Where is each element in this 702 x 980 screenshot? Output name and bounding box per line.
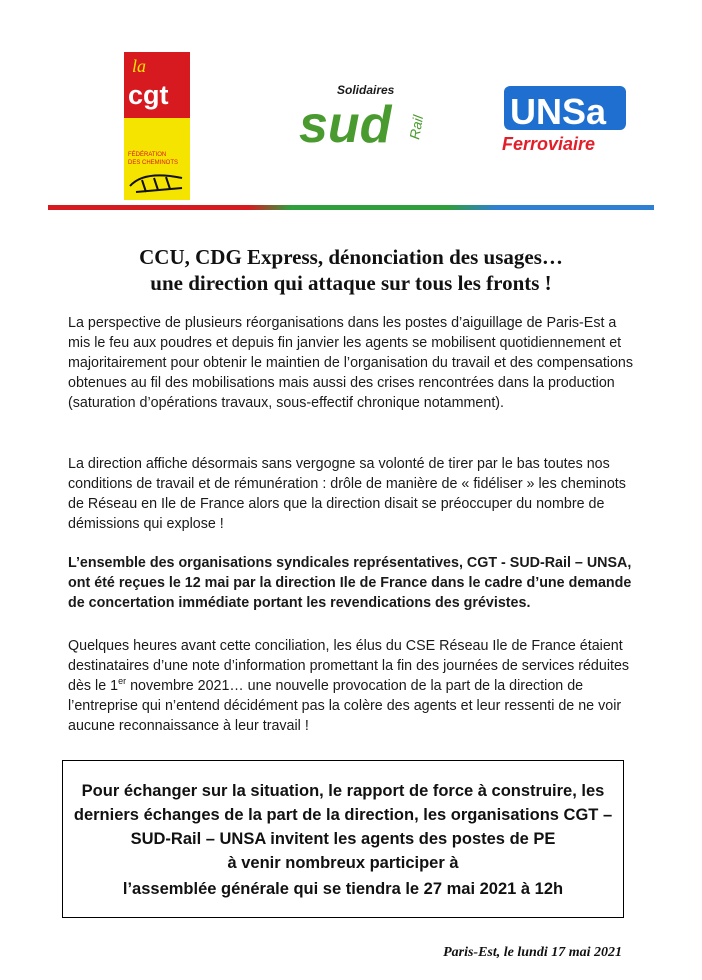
paragraph-4-sup: er xyxy=(118,676,127,687)
callout-line-3: SUD-Rail – UNSA invitent les agents des postes de PE xyxy=(130,830,556,848)
unsa-ferroviaire-logo xyxy=(500,84,630,156)
cgt-main-text: cgt xyxy=(128,80,169,110)
sud-rail-logo xyxy=(297,80,435,154)
cgt-la-text: la xyxy=(132,56,147,76)
signature: Paris-Est, le lundi 17 mai 2021 xyxy=(443,945,622,960)
title-line-2: une direction qui attaque sur tous les fronts ! xyxy=(150,271,552,295)
paragraph-2: La direction affiche désormais sans vergogne sa volonté de tirer par le bas toutes nos conditions de travail et de rémunération : drôle de manière de « fidéliser » les cheminots de Réseau en Ile de France alors que la direction disait se préoccuper du nombre de démissions qui explose ! xyxy=(68,456,626,532)
paragraph-1: La perspective de plusieurs réorganisations dans les postes d’aiguillage de Paris-Est a mis le feu aux poudres et depuis fin janvier les agents se mobilisent quotidiennement et majoritairement pour obtenir le maintien de l’organisation du travail et des compensations obtenues au fil des mobilisations mais aussi des crises rencontrées dans la production (saturation d’opérations travaux, sous-effectif chronique notamment). xyxy=(68,315,634,411)
paragraph-4 xyxy=(68,636,640,736)
callout-line-5: l’assemblée générale qui se tiendra le 27 mai 2021 à 12h xyxy=(122,880,564,898)
cgt-sub-text-2: DES CHEMINOTS xyxy=(128,160,179,166)
cgt-sub-text-1: FÉDÉRATION xyxy=(128,152,167,158)
paragraph-3: L’ensemble des organisations syndicales représentatives, CGT - SUD-Rail – UNSA, ont été reçues le 12 mai par la direction Ile de France dans le cadre d’une demande de concertation immédiate portant les revendications des grévistes. xyxy=(68,555,632,611)
paragraph-4-part-a: Quelques heures avant cette conciliation, les élus du CSE Réseau Ile de France étaient destinataires d’une note d’information promettant la fin des journées de services réduites dès le 1 xyxy=(68,638,630,694)
sud-solidaires-text: Solidaires xyxy=(337,83,395,97)
unsa-main-text: UNSa xyxy=(510,91,607,132)
title-line-1: CCU, CDG Express, dénonciation des usages… xyxy=(139,245,563,269)
callout-line-1: Pour échanger sur la situation, le rapport de force à construire, les xyxy=(81,782,605,800)
callout-box xyxy=(62,760,624,918)
sud-rail-text: Rail xyxy=(406,113,427,141)
callout-line-2: derniers échanges de la part de la direction, les organisations CGT – xyxy=(73,806,613,824)
cgt-logo xyxy=(124,52,190,200)
page-title xyxy=(70,244,632,296)
callout-line-4: à venir nombreux participer à xyxy=(227,854,459,872)
paragraph-4-part-b: novembre 2021… une nouvelle provocation de la part de la direction de l’entreprise qui n’entend décidément pas la colère des agents et leur ressenti de ne voir aucune reconnaissance à leur travail ! xyxy=(68,678,622,734)
unsa-sub-text: Ferroviaire xyxy=(502,134,596,154)
sud-main-text: sud xyxy=(299,96,392,154)
header-divider xyxy=(48,205,654,210)
